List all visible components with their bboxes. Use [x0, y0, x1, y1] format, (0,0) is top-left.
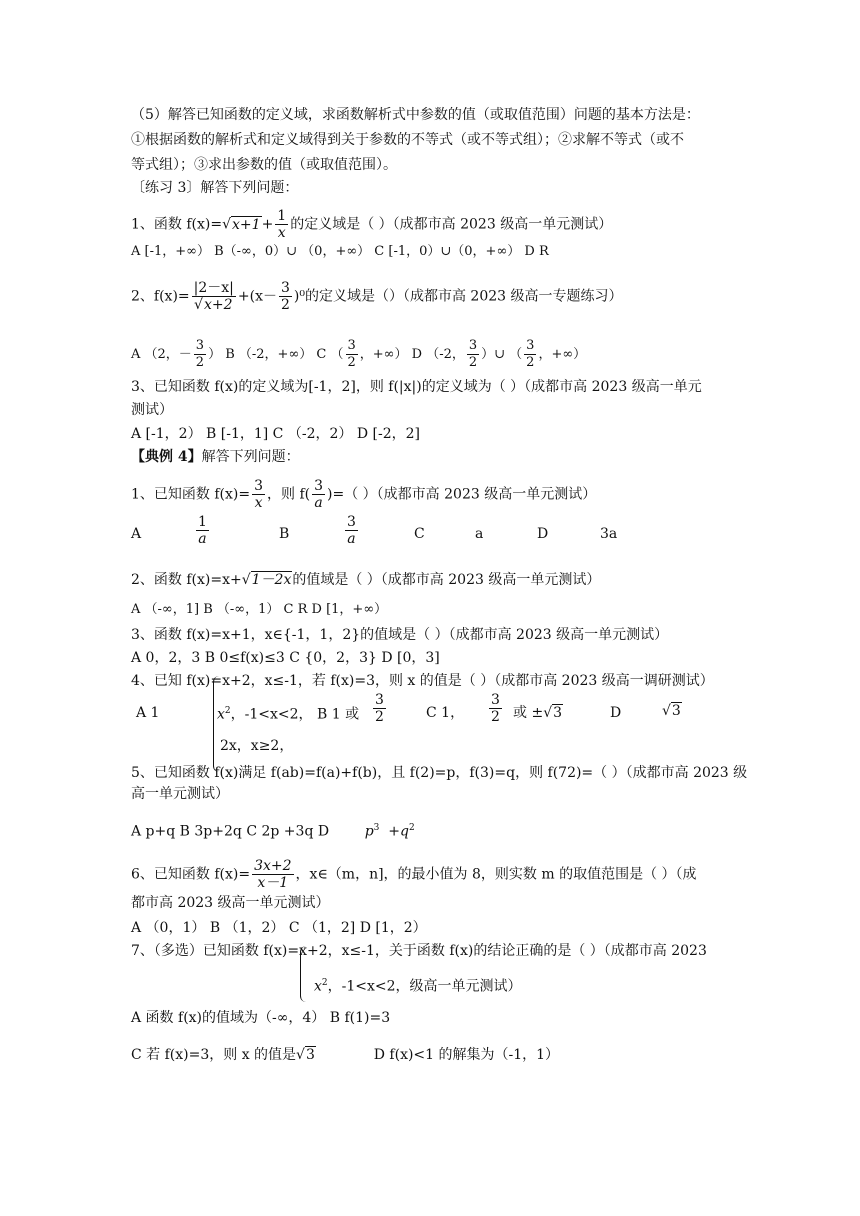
ex4-question-1: 1、已知函数 f(x)= $\frac{3}{x}$ ，则 f( $\frac{3}{a}$ )=（ ）（成都市高 2023 级高一单元测试）: [131, 478, 597, 511]
ex3-question-3-line-2: 测试）: [131, 402, 173, 418]
ex3-question-3-options: A [-1，2） B [-1，1] C （-2，2） D [-2，2]: [131, 426, 420, 442]
exercise-3-title: 〔练习 3〕解答下列问题：: [131, 180, 299, 196]
ex4-q4-option-a: A 1: [136, 705, 160, 721]
ex4-q4-piece-3: 2x，x≥2，: [220, 738, 294, 754]
ex4-q1-option-b: B: [279, 526, 290, 542]
intro-line-1: （5）解答已知函数的定义域，求函数解析式中参数的值（或取值范围）问题的基本方法是：: [131, 107, 700, 123]
ex4-q4-piece-2: $x^2$，-1<x<2， B 1 或: [217, 706, 360, 723]
ex4-question-7: 7、（多选）已知函数 f(x)=x+2，x≤-1，关于函数 f(x)的结论正确的是（ ）（成都市高 2023: [131, 943, 707, 959]
ex4-question-6-options: A （0，1） B （1，2） C （1，2] D [1，2）: [131, 920, 427, 936]
intro-line-3: 等式组）；③求出参数的值（或取值范围）。: [131, 157, 397, 173]
ex4-question-5-options: A p+q B 3p+2q C 2p +3q D $p^3 +q^2$: [131, 823, 415, 840]
ex4-q4-option-c-frac: $\frac{3}{2}$: [491, 692, 500, 725]
ex4-question-6: 6、已知函数 f(x)= $\frac{3x+2}{x-1}$ ，x∈（m，n]，的最小值为 8，则实数 m 的取值范围是（ ）（成: [131, 858, 697, 891]
ex4-question-2: 2、函数 f(x)=x+√1－2x的值域是（ ）（成都市高 2023 级高一单元测试）: [131, 572, 601, 588]
ex4-q1-option-a: A: [131, 526, 142, 542]
ex3-question-3-line-1: 3、已知函数 f(x)的定义域为[-1，2]，则 f(|x|)的定义域为（ ）（成都市高 2023 级高一单元: [131, 379, 702, 395]
ex4-q4-option-c: C 1，: [426, 705, 465, 721]
ex4-q1-option-c-value: a: [475, 526, 484, 542]
ex4-question-5-line-2: 高一单元测试）: [131, 786, 229, 802]
ex4-question-5-line-1: 5、已知函数 f(x)满足 f(ab)=f(a)+f(b)，且 f(2)=p，f(3)=q，则 f(72)=（ ）（成都市高 2023 级: [131, 765, 748, 781]
ex4-q1-option-b-value: $\frac{3}{a}$: [347, 514, 356, 547]
ex4-q1-option-c: C: [414, 526, 425, 542]
ex3-question-2: 2、f(x)= $\frac{|2-x|}{√x+2}$ +(x－ $\frac{3}{2}$ )⁰的定义域是（）（成都市高 2023 级高一专题练习）: [131, 280, 623, 313]
ex4-question-6-line-2: 都市高 2023 级高一单元测试）: [131, 895, 330, 911]
ex3-question-1-options: A [-1，+∞） B（-∞，0）∪ （0，+∞） C [-1，0）∪（0，+∞） D R: [131, 244, 549, 259]
intro-line-2: ①根据函数的解析式和定义域得到关于参数的不等式（或不等式组）；②求解不等式（或不: [131, 132, 684, 148]
ex4-q1-option-d-value: 3a: [600, 526, 618, 542]
ex4-q1-option-d: D: [537, 526, 549, 542]
ex4-question-7-option-c-d: C 若 f(x)=3，则 x 的值是√3 D f(x)<1 的解集为（-1，1）: [131, 1047, 560, 1063]
ex4-question-3-options: A 0，2，3 B 0≤f(x)≤3 C {0，2，3} D [0，3]: [131, 650, 440, 666]
ex4-q4-option-b-value: $\frac{3}{2}$: [375, 692, 384, 725]
ex4-q4-option-d: D: [610, 705, 622, 721]
ex3-question-2-options: A （2，－ $\frac{3}{2}$ ） B （-2，+∞） C （ $\frac{3}{2}$ ，+∞） D （-2， $\frac{3}{2}$ ）∪ （ $\frac{3}{2}$ ，+∞）: [131, 338, 587, 370]
ex4-q4-option-c-rest: 或 ±√3: [513, 705, 563, 721]
ex4-question-3: 3、函数 f(x)=x+1，x∈{-1，1，2}的值域是（ ）（成都市高 2023 级高一单元测试）: [131, 627, 669, 643]
piecewise-brace-2: [300, 946, 307, 1002]
ex4-q1-option-a-value: $\frac{1}{a}$: [198, 514, 207, 547]
option-d-expression: p: [364, 823, 374, 840]
ex3-question-1: 1、函数 f(x)=√x+1+ $\frac{1}{x}$ 的定义域是（ ）（成都市高 2023 级高一单元测试）: [131, 208, 613, 241]
piecewise-brace: [213, 676, 220, 772]
ex4-q7-piece-2: $x^2$，-1<x<2，级高一单元测试）: [314, 978, 522, 995]
example-4-title: 【典例 4】解答下列问题：: [131, 449, 300, 465]
ex4-question-2-options: A （-∞，1] B （-∞，1） C R D [1，+∞）: [131, 602, 388, 617]
ex4-q4-option-d-value: √3: [662, 703, 681, 719]
ex4-question-7-option-a-b: A 函数 f(x)的值域为（-∞，4） B f(1)=3: [131, 1010, 391, 1026]
ex4-question-4: 4、已知 f(x)=x+2，x≤-1，若 f(x)=3，则 x 的值是（ ）（成都市高 2023 级高一调研测试）: [131, 673, 714, 689]
